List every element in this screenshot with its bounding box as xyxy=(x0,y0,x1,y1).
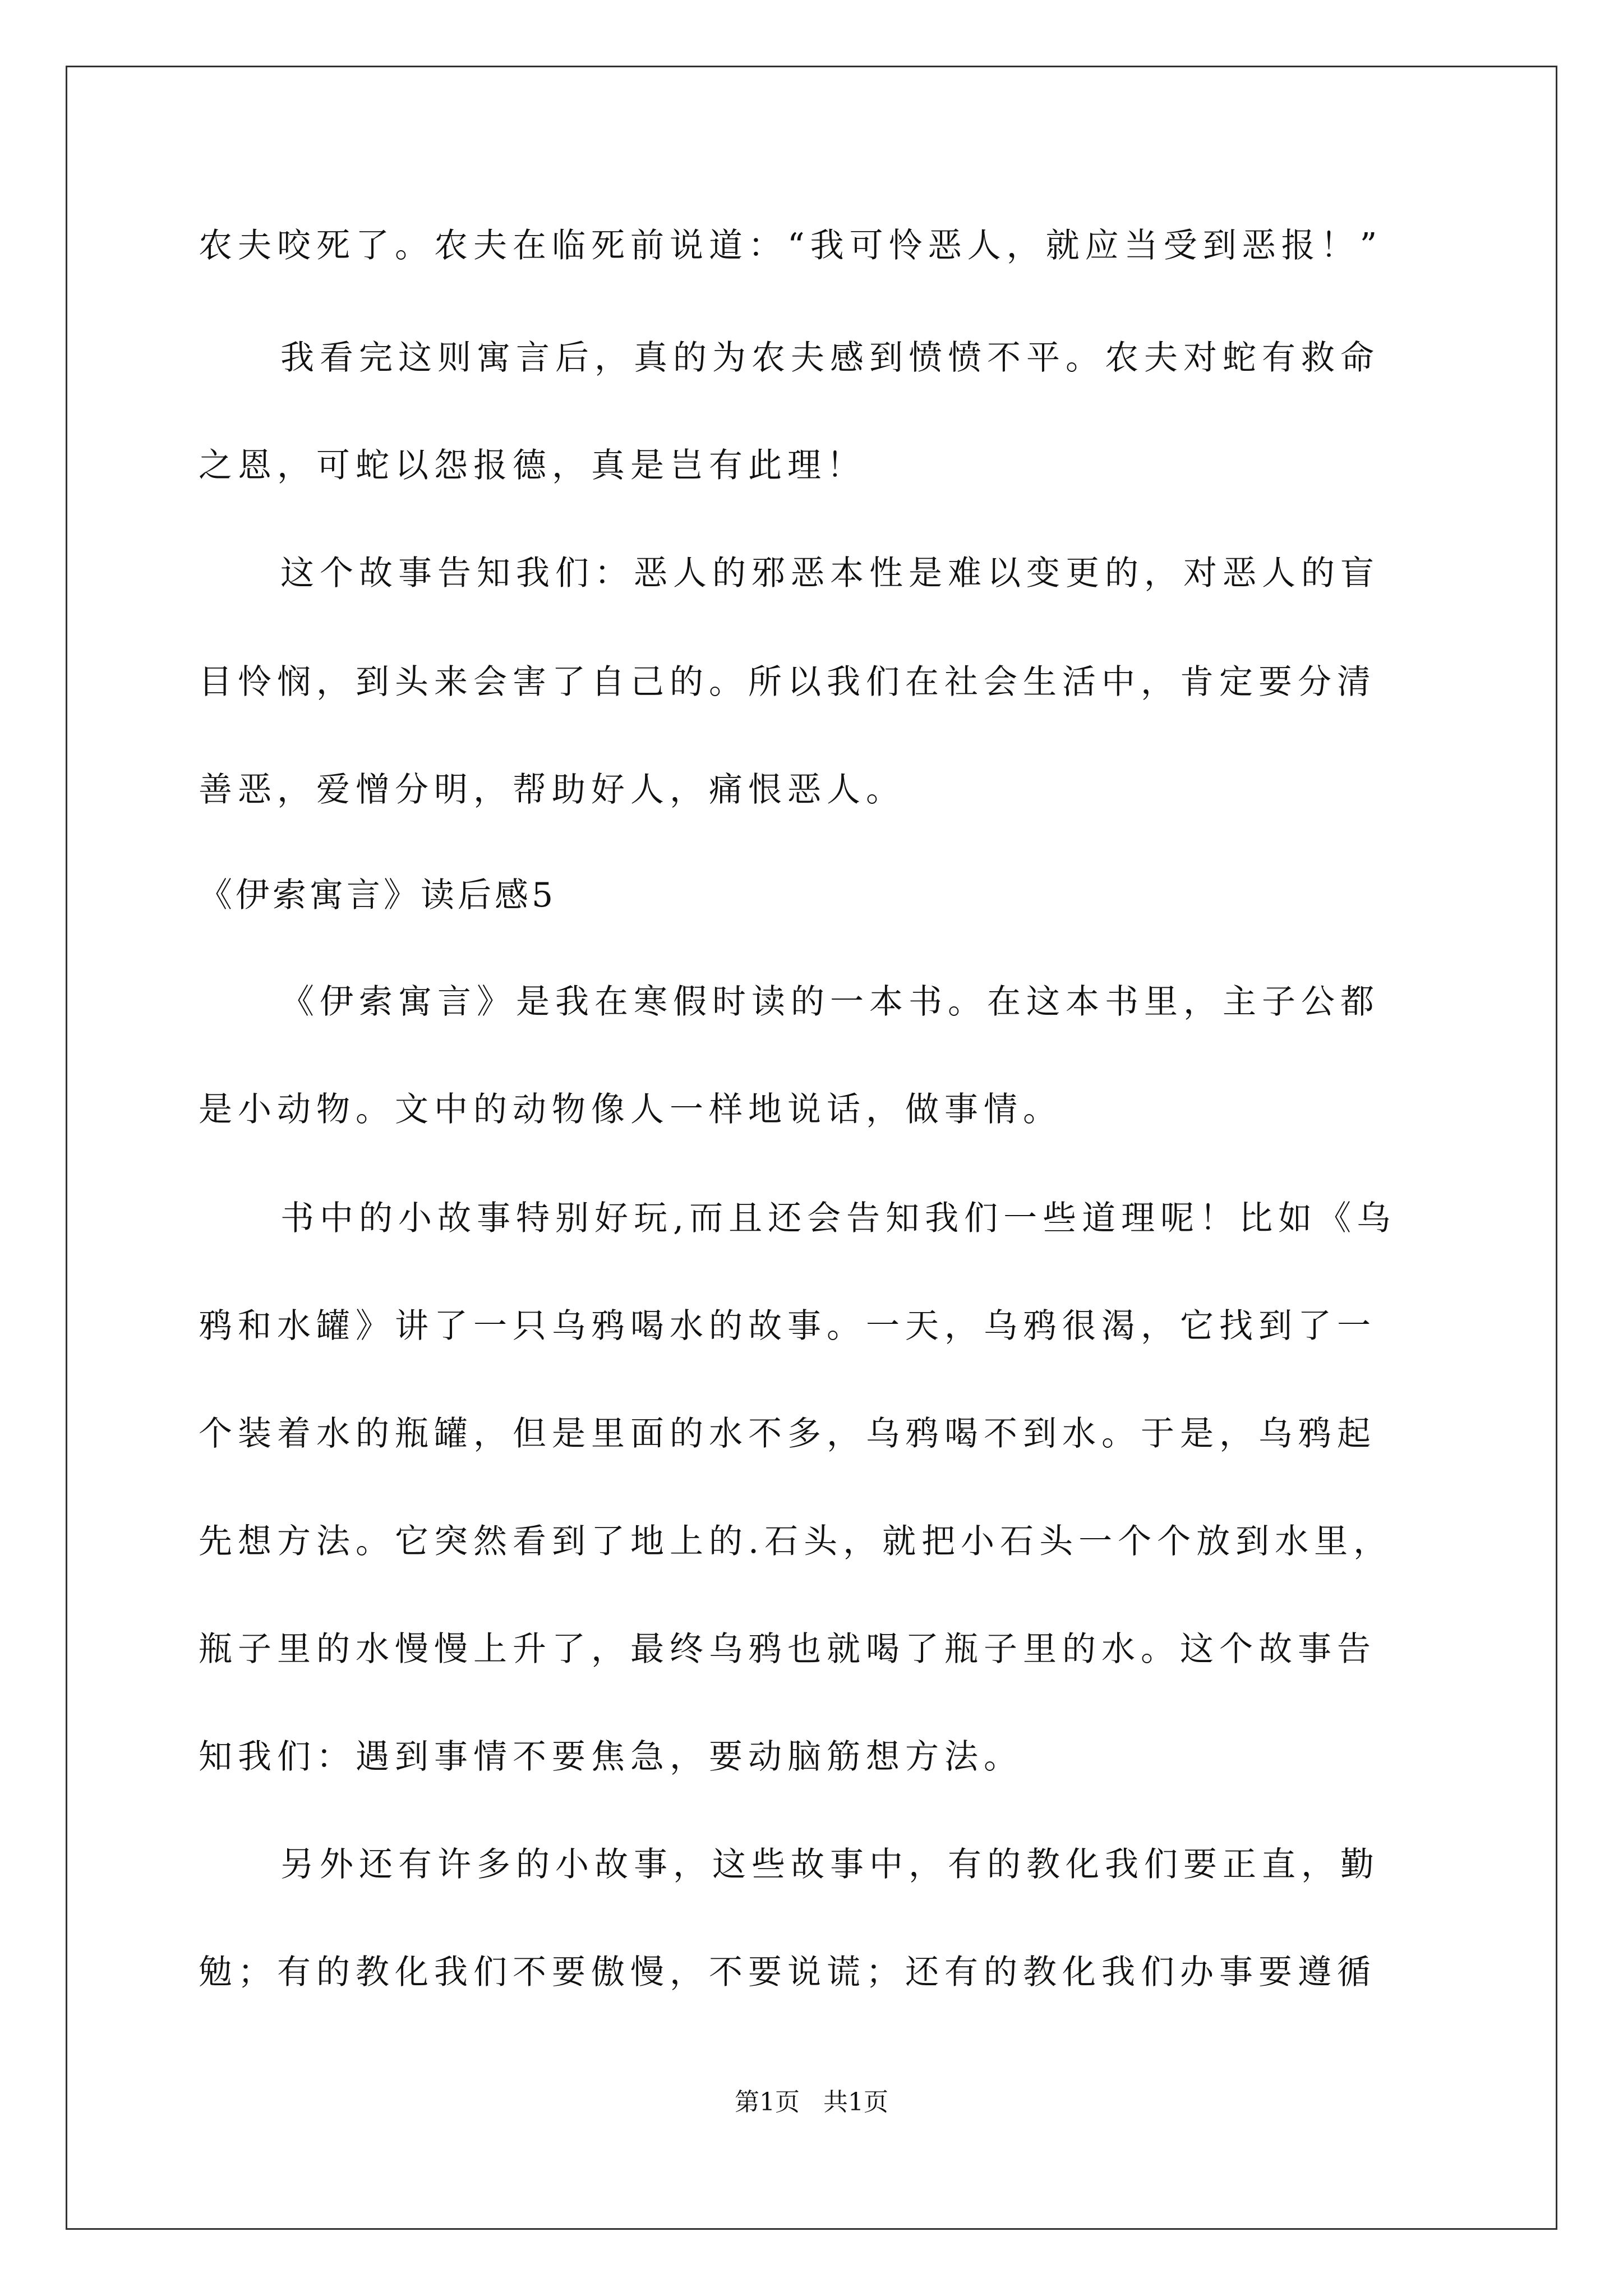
page-footer: 第1页 共1页 xyxy=(735,2088,888,2116)
text-line: 先想方法。它突然看到了地上的.石头，就把小石头一个个放到水里， xyxy=(199,1522,1393,1561)
text-line: 另外还有许多的小故事，这些故事中，有的教化我们要正直，勤 xyxy=(280,1845,1380,1884)
text-line: 之恩，可蛇以怨报德，真是岂有此理！ xyxy=(199,446,866,485)
text-line: 这个故事告知我们：恶人的邪恶本性是难以变更的，对恶人的盲 xyxy=(280,554,1380,593)
text-line: 我看完这则寓言后，真的为农夫感到愤愤不平。农夫对蛇有救命 xyxy=(280,338,1380,378)
text-line: 目怜悯，到头来会害了自己的。所以我们在社会生活中，肯定要分清 xyxy=(199,662,1376,702)
text-line: 知我们：遇到事情不要焦急，要动脑筋想方法。 xyxy=(199,1737,1023,1777)
text-line: 瓶子里的水慢慢上升了，最终乌鸦也就喝了瓶子里的水。这个故事告 xyxy=(199,1630,1376,1669)
text-line: 《伊索寓言》是我在寒假时读的一本书。在这本书里，主子公都 xyxy=(280,982,1380,1022)
text-line: 善恶，爱憎分明，帮助好人，痛恨恶人。 xyxy=(199,770,905,809)
section-heading: 《伊索寓言》读后感5 xyxy=(199,876,557,915)
text-line: 鸦和水罐》讲了一只乌鸦喝水的故事。一天，乌鸦很渴，它找到了一 xyxy=(199,1306,1376,1346)
text-line: 书中的小故事特别好玩,而且还会告知我们一些道理呢！比如《乌 xyxy=(280,1199,1396,1238)
text-line: 农夫咬死了。农夫在临死前说道：“我可怜恶人，就应当受到恶报！” xyxy=(199,226,1383,265)
text-line: 是小动物。文中的动物像人一样地说话，做事情。 xyxy=(199,1090,1062,1129)
page-border xyxy=(66,66,1557,2230)
text-line: 勉；有的教化我们不要傲慢，不要说谎；还有的教化我们办事要遵循 xyxy=(199,1953,1376,1992)
text-line: 个装着水的瓶罐，但是里面的水不多，乌鸦喝不到水。于是，乌鸦起 xyxy=(199,1414,1376,1453)
